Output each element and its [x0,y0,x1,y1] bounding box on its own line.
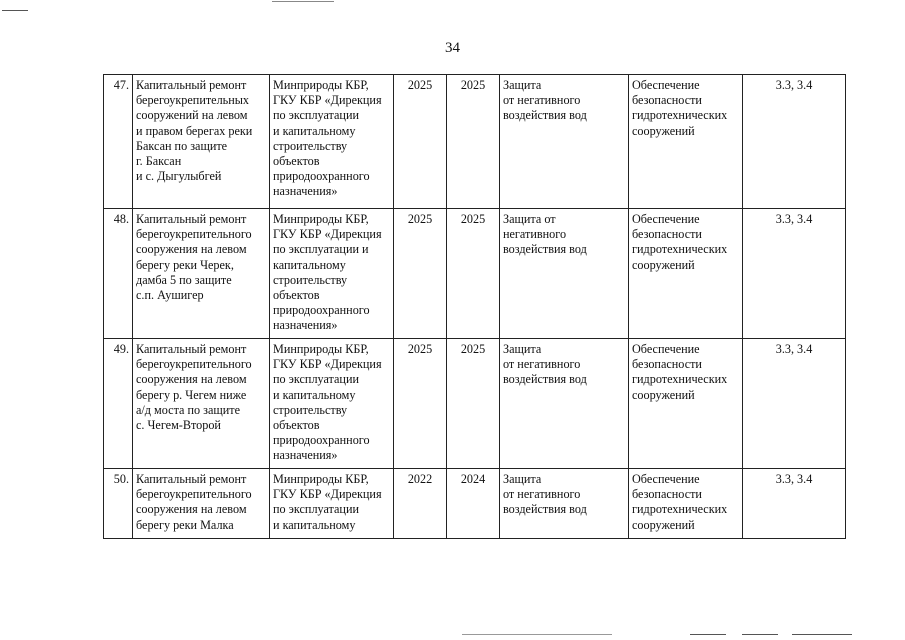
indicator-reference: 3.3, 3.4 [743,339,846,469]
row-number: 48. [104,209,133,339]
start-year: 2025 [394,75,447,209]
scan-artifact-bottom-4 [792,634,852,635]
measure-name: Капитальный ремонт берегоукрепительных сооружений на левом и правом берегах реки Баксан по защите г. Баксан и с. Дыгулыбгей [133,75,270,209]
indicator-reference: 3.3, 3.4 [743,469,846,539]
start-year: 2022 [394,469,447,539]
indicator-reference: 3.3, 3.4 [743,75,846,209]
end-year: 2025 [447,209,500,339]
goal: Защита от негативного воздействия вод [500,75,629,209]
indicator-reference: 3.3, 3.4 [743,209,846,339]
start-year: 2025 [394,339,447,469]
scan-artifact-bottom-2 [690,634,726,635]
responsible-executor: Минприроды КБР, ГКУ КБР «Дирекция по эксплуатации и капитальному строительству объектов природоохранного назначения» [270,209,394,339]
page-number: 34 [445,40,460,56]
measure-name: Капитальный ремонт берегоукрепительного сооружения на левом берегу реки Малка [133,469,270,539]
table-row [104,469,846,539]
responsible-executor: Минприроды КБР, ГКУ КБР «Дирекция по эксплуатации и капитальному строительству объектов природоохранного назначения» [270,75,394,209]
expected-result: Обеспечение безопасности гидротехнических сооружений [629,469,743,539]
table-row [104,75,846,209]
end-year: 2025 [447,75,500,209]
table-row [104,209,846,339]
measures-table [103,74,846,539]
goal: Защита от негативного воздействия вод [500,469,629,539]
expected-result: Обеспечение безопасности гидротехнических сооружений [629,209,743,339]
expected-result: Обеспечение безопасности гидротехнических сооружений [629,75,743,209]
row-number: 49. [104,339,133,469]
responsible-executor: Минприроды КБР, ГКУ КБР «Дирекция по эксплуатации и капитальному [270,469,394,539]
start-year: 2025 [394,209,447,339]
measure-name: Капитальный ремонт берегоукрепительного сооружения на левом берегу р. Чегем ниже а/д моста по защите с. Чегем-Второй [133,339,270,469]
scan-artifact-bottom-3 [742,634,778,635]
scan-artifact-bottom-1 [462,634,612,635]
table-row [104,339,846,469]
row-number: 47. [104,75,133,209]
row-number: 50. [104,469,133,539]
end-year: 2024 [447,469,500,539]
goal: Защита от негативного воздействия вод [500,209,629,339]
measure-name: Капитальный ремонт берегоукрепительного сооружения на левом берегу реки Черек, дамба 5 по защите с.п. Аушигер [133,209,270,339]
responsible-executor: Минприроды КБР, ГКУ КБР «Дирекция по эксплуатации и капитальному строительству объектов природоохранного назначения» [270,339,394,469]
scan-artifact-top-left [2,10,28,11]
scan-artifact-top [272,1,334,2]
goal: Защита от негативного воздействия вод [500,339,629,469]
end-year: 2025 [447,339,500,469]
expected-result: Обеспечение безопасности гидротехнических сооружений [629,339,743,469]
